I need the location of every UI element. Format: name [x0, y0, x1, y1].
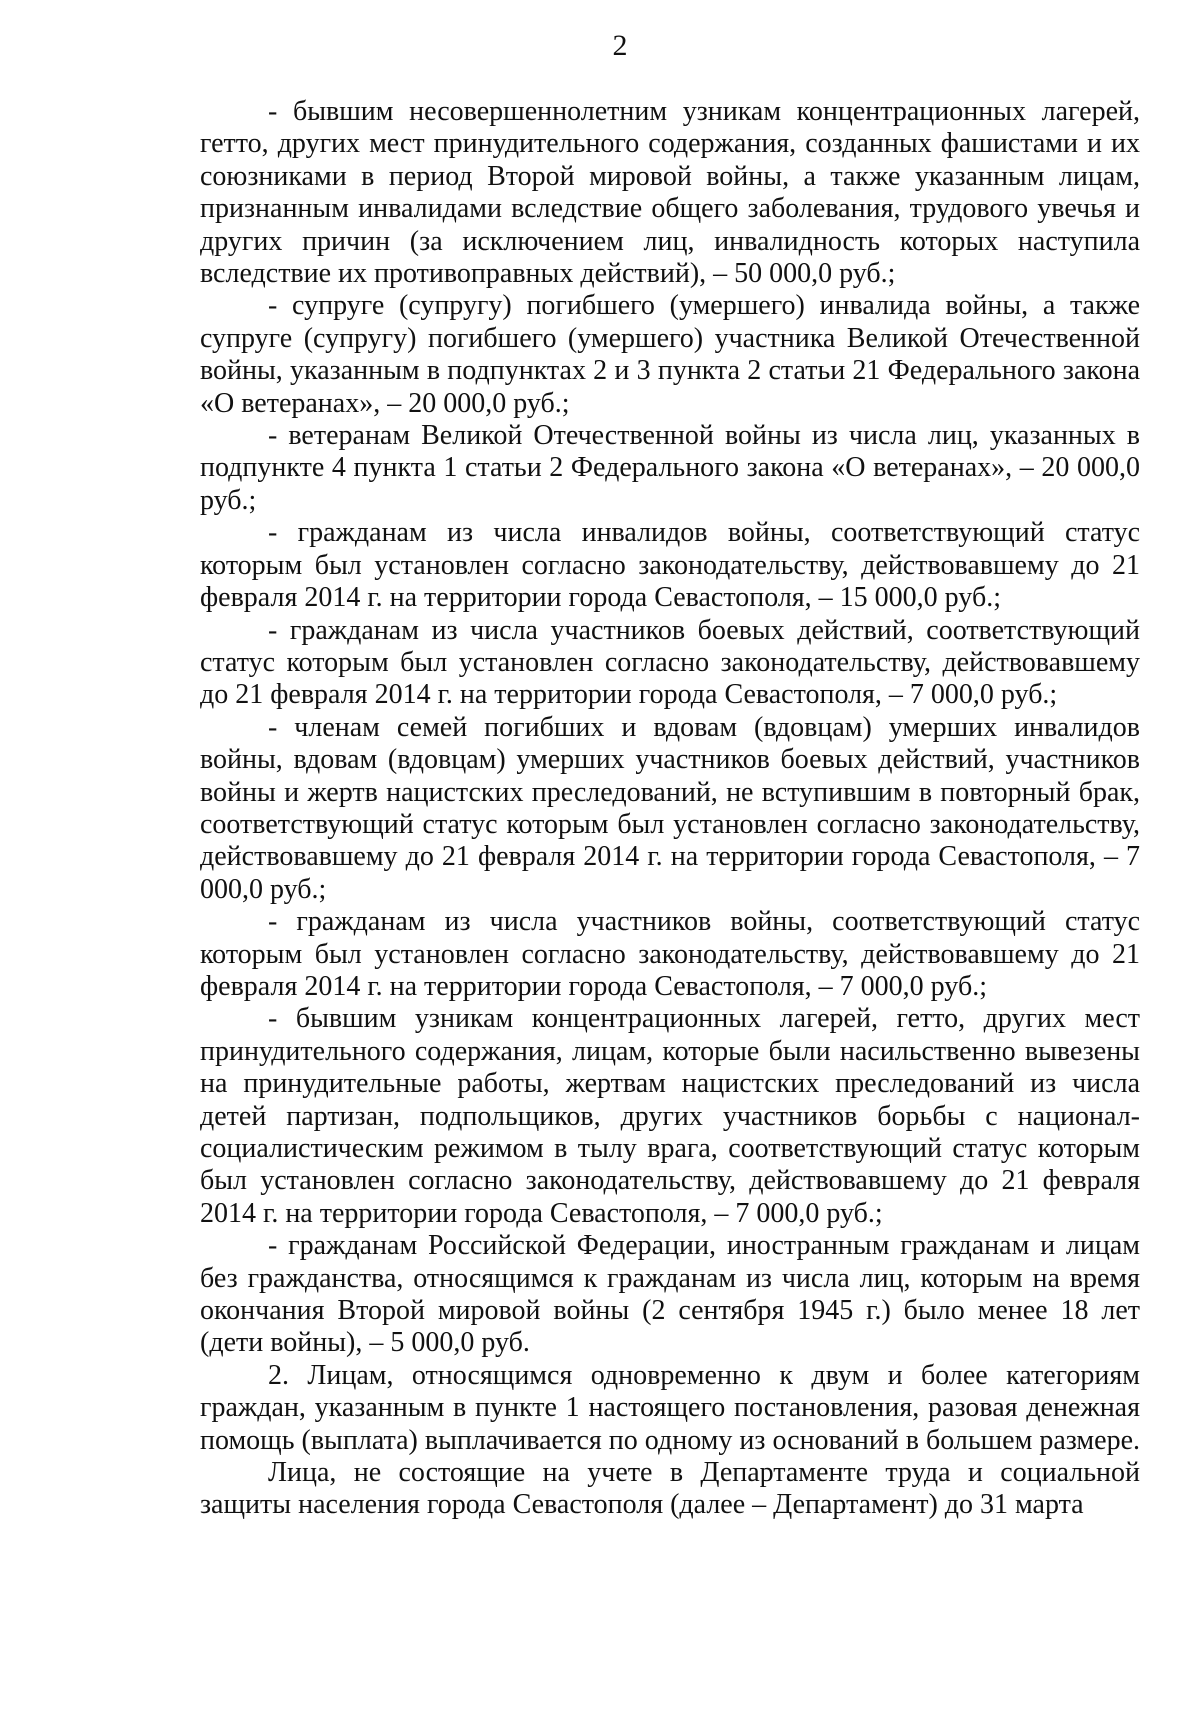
paragraph-wwii-veterans: - ветеранам Великой Отечественной войны из числа лиц, указанных в подпункте 4 пункта 1 статьи 2 Федерального закона «О ветеранах», – 20 000,0 руб.; [200, 420, 1140, 516]
paragraph-former-prisoners: - бывшим узникам концентрационных лагерей, гетто, других мест принудительного содержания, лицам, которые были насильственно вывезены на принудительные работы, жертвам нацистских преследований из числа детей партизан, подпольщиков, других участников борьбы с национал-социалистическим режимом в тылу врага, соответствующий статус которым был установлен согласно законодательству, действовавшему до 21 февраля 2014 г. на территории города Севастополя, – 7 000,0 руб.; [200, 1003, 1140, 1229]
page-number: 2 [612, 29, 628, 62]
paragraph-family-members-and-widows: - членам семей погибших и вдовам (вдовцам) умерших инвалидов войны, вдовам (вдовцам) умерших участников боевых действий, участников войны и жертв нацистских преследований, не вступившим в повторный брак, соответствующий статус которым был установлен согласно законодательству, действовавшему до 21 февраля 2014 г. на территории города Севастополя, – 7 000,0 руб.; [200, 711, 1140, 905]
paragraph-clause-2: 2. Лицам, относящимся одновременно к двум и более категориям граждан, указанным в пункте 1 настоящего постановления, разовая денежная помощь (выплата) выплачивается по одному из оснований в большем размере. [200, 1359, 1140, 1456]
document-body [200, 96, 1140, 1522]
paragraph-combat-participants: - гражданам из числа участников боевых действий, соответствующий статус которым был установлен согласно законодательству, действовавшему до 21 февраля 2014 г. на территории города Севастополя, – 7 000,0 руб.; [200, 614, 1140, 711]
paragraph-minor-concentration-camp-prisoners: - бывшим несовершеннолетним узникам концентрационных лагерей, гетто, других мест принудительного содержания, созданных фашистами и их союзниками в период Второй мировой войны, а также указанным лицам, признанным инвалидами вследствие общего заболевания, трудового увечья и других причин (за исключением лиц, инвалидность которых наступила вследствие их противоправных действий), – 50 000,0 руб.; [200, 96, 1140, 290]
paragraph-spouses-of-deceased-invalids: - супруге (супругу) погибшего (умершего) инвалида войны, а также супруге (супругу) погибшего (умершего) участника Великой Отечественной войны, указанным в подпунктах 2 и 3 пункта 2 статьи 21 Федерального закона «О ветеранах», – 20 000,0 руб.; [200, 290, 1140, 419]
paragraph-children-of-war: - гражданам Российской Федерации, иностранным гражданам и лицам без гражданства, относящимся к гражданам из числа лиц, которым на время окончания Второй мировой войны (2 сентября 1945 г.) было менее 18 лет (дети войны), – 5 000,0 руб. [200, 1230, 1140, 1359]
paragraph-not-registered-persons: Лица, не состоящие на учете в Департаменте труда и социальной защиты населения города Севастополя (далее – Департамент) до 31 марта [200, 1457, 1140, 1521]
paragraph-war-participants: - гражданам из числа участников войны, соответствующий статус которым был установлен согласно законодательству, действовавшему до 21 февраля 2014 г. на территории города Севастополя, – 7 000,0 руб.; [200, 906, 1140, 1002]
paragraph-war-invalids: - гражданам из числа инвалидов войны, соответствующий статус которым был установлен согласно законодательству, действовавшему до 21 февраля 2014 г. на территории города Севастополя, – 15 000,0 руб.; [200, 517, 1140, 614]
